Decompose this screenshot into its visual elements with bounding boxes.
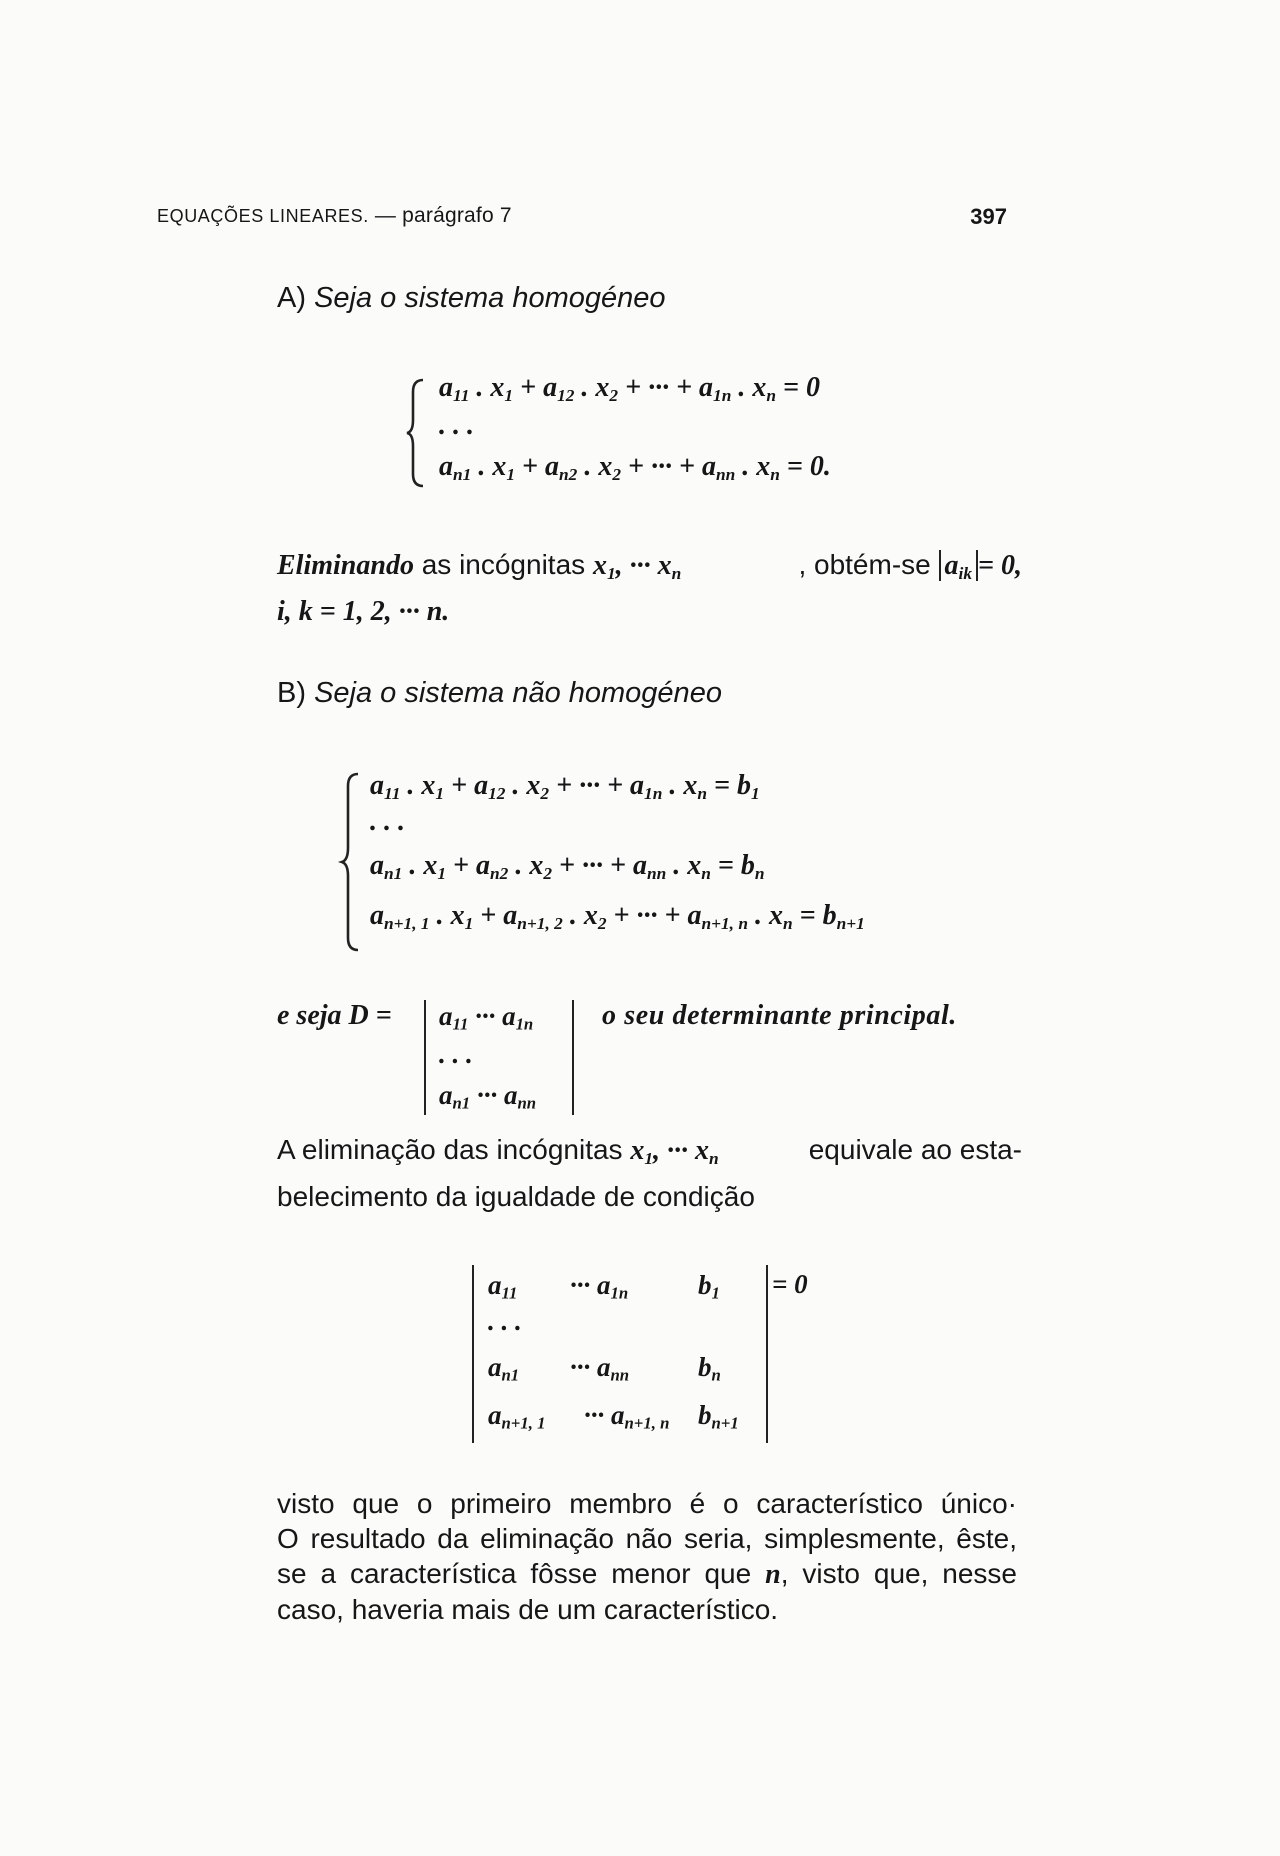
section-b-heading: B) Seja o sistema não homogéneo bbox=[277, 677, 722, 709]
det-right-bar bbox=[572, 1000, 574, 1115]
big-det-r1c2: ··· $a_{1n}$ bbox=[570, 1270, 629, 1303]
det-dots: . . . bbox=[439, 1039, 473, 1069]
big-det-r1c1: $a_{11}$ bbox=[488, 1270, 518, 1303]
header-section-title: EQUAÇÕES LINEARES. — parágrafo 7 bbox=[157, 204, 512, 227]
e-seja-label: e seja D = bbox=[277, 1000, 392, 1031]
det-row-n: $a_{n1}$ ··· $a_{nn}$ bbox=[439, 1080, 537, 1113]
homogeneous-system bbox=[405, 360, 925, 495]
left-brace-b bbox=[340, 772, 362, 952]
final-line-4: caso, haveria mais de um característico. bbox=[277, 1594, 779, 1625]
determinant-caption: o seu determinante principal. bbox=[602, 1000, 957, 1031]
condition-line-2: belecimento da igualdade de condição bbox=[277, 1180, 755, 1212]
final-paragraph bbox=[277, 1486, 1017, 1627]
final-line-2: O resultado da eliminação não seria, simplesmente, êste, bbox=[277, 1523, 1017, 1554]
big-det-r3c1: $a_{n+1, 1}$ bbox=[488, 1400, 546, 1433]
section-a-heading: A) Seja o sistema homogéneo bbox=[277, 282, 666, 314]
det-row-1: $a_{11}$ ··· $a_{1n}$ bbox=[439, 1001, 534, 1034]
final-line-1: visto que o primeiro membro é o característico único· bbox=[277, 1488, 1017, 1519]
running-header bbox=[157, 204, 1007, 234]
final-line-3: se a característica fôsse menor que n, visto que, nesse bbox=[277, 1558, 1018, 1590]
principal-determinant-definition bbox=[277, 995, 1037, 1125]
condition-paragraph bbox=[277, 1131, 1022, 1216]
left-brace bbox=[405, 378, 427, 488]
equation-b-row-n: $a_{n1}$ . $x_1 + a_{n2}$ . $x_2$ + ··· + $a_{nn}$ . $x_n = b_n$ bbox=[370, 850, 765, 883]
big-det-r2c2: ··· $a_{nn}$ bbox=[570, 1352, 630, 1385]
equation-b-dots: . . . bbox=[370, 806, 405, 837]
big-det-left-bar bbox=[472, 1265, 474, 1443]
equation-row-n: $a_{n1}$ . $x_1 + a_{n2}$ . $x_2$ + ··· + $a_{nn}$ . $x_n = 0$. bbox=[439, 451, 831, 484]
equation-row-1: $a_{11}$ . $x_1 + a_{12}$ . $x_2$ + ··· + $a_{1n}$ . $x_n = 0$ bbox=[439, 372, 820, 405]
condition-line-1: A eliminação das incógnitas $x_1$, ··· $x_n$ equivale ao esta- bbox=[277, 1134, 1022, 1168]
big-det-right-bar bbox=[766, 1265, 768, 1443]
big-det-dots: . . . bbox=[488, 1306, 522, 1336]
det-left-bar bbox=[424, 1000, 426, 1115]
big-det-r1c3: $b_1$ bbox=[698, 1270, 720, 1303]
big-det-rhs: = 0 bbox=[772, 1269, 808, 1299]
equation-b-row-1: $a_{11}$ . $x_1 + a_{12}$ . $x_2$ + ··· + $a_{1n}$ . $x_n = b_1$ bbox=[370, 770, 760, 803]
equation-dots: . . . bbox=[439, 410, 474, 441]
big-det-r2c1: $a_{n1}$ bbox=[488, 1352, 520, 1385]
big-det-r3c2: ··· $a_{n+1, n}$ bbox=[584, 1400, 670, 1433]
non-homogeneous-system bbox=[340, 760, 980, 950]
elimination-line-1: Eliminando as incógnitas $x_1$, ··· $x_n$ , obtém-se $a_{ik} = 0$, bbox=[277, 549, 1022, 583]
equation-b-row-n-plus-1: $a_{n+1, 1}$ . $x_1 + a_{n+1, 2}$ . $x_2$ + ··· + $a_{n+1, n}$ . $x_n = b_{n+1}$ bbox=[370, 900, 865, 933]
big-det-r3c3: $b_{n+1}$ bbox=[698, 1400, 739, 1433]
elimination-paragraph bbox=[277, 546, 1022, 631]
big-det-r2c3: $b_n$ bbox=[698, 1352, 721, 1385]
elimination-line-2: i, k = 1, 2, ··· n. bbox=[277, 595, 450, 627]
page-number: 397 bbox=[970, 204, 1007, 229]
condition-determinant bbox=[470, 1260, 850, 1445]
